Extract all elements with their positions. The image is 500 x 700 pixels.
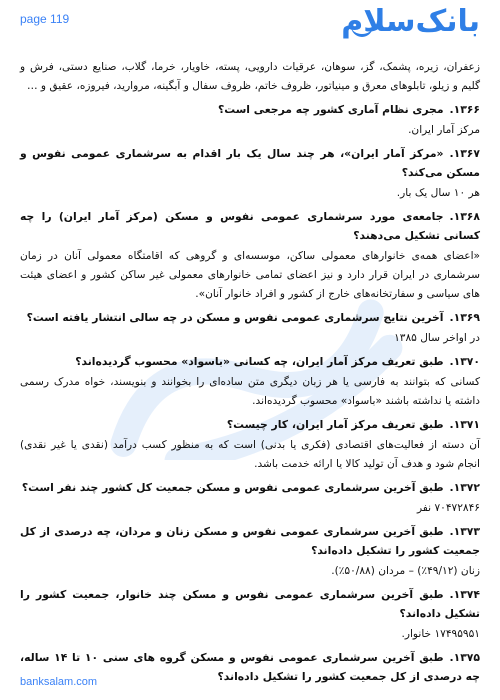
question-number: ۱۳۶۹. — [449, 311, 480, 324]
question — [20, 207, 480, 245]
qa-list — [20, 100, 480, 686]
question — [20, 522, 480, 560]
question — [20, 308, 480, 327]
question-text: طبق تعریف مرکز آمار ایران، چه کسانی «باسواد» محسوب گردیده‌اند؟ — [75, 355, 444, 368]
answer-text: «اعضای همه‌ی خانوارهای معمولی ساکن، موسسه‌ای و گروهی که اقامتگاه معمولی آنان در زمان سرشماری در ایران قرار دارد و نیز اعضای تمامی خانوارهای معمولی غیر ساکن کشور و اعضای هیئت های سیاسی و سفارتخانه‌های خارج از کشور و افراد خانوار آنان». — [20, 250, 480, 300]
answer-text: هر ۱۰ سال یک بار. — [396, 187, 480, 199]
question — [20, 352, 480, 371]
intro-paragraph: زعفران، زیره، پشمک، گز، سوهان، عرقیات دارویی، پسته، خاویار، خرما، گلاب، صنایع دستی، فرش و گلیم و زیلو، تابلوهای معرق و مینیاتور، ظروف خاتم، ظروف سفال و آبگینه، مروارید، فیروزه، عقیق و … — [20, 61, 480, 92]
question-number: ۱۳۶۶. — [449, 103, 480, 116]
question-number: ۱۳۶۷. — [449, 147, 480, 160]
question-number: ۱۳۶۸. — [449, 210, 480, 223]
page-number: page 119 — [20, 12, 70, 26]
question-text: جامعه‌ی مورد سرشماری عمومی نفوس و مسکن (مرکز آمار ایران) را چه کسانی تشکیل می‌دهند؟ — [20, 210, 480, 242]
question-text: آخرین نتایج سرشماری عمومی نفوس و مسکن در چه سالی انتشار یافته است؟ — [26, 311, 444, 324]
question-number: ۱۳۷۱. — [449, 418, 480, 431]
question-number: ۱۳۷۴. — [449, 588, 480, 601]
question-text: طبق آخرین سرشماری عمومی نفوس و مسکن چند خانوار، جمعیت کشور را تشکیل داده‌اند؟ — [20, 588, 480, 620]
question-number: ۱۳۷۲. — [449, 481, 480, 494]
question-text: طبق تعریف مرکز آمار ایران، کار چیست؟ — [226, 418, 444, 431]
question-text: طبق آخرین سرشماری عمومی نفوس و مسکن گروه های سنی ۱۰ تا ۱۴ ساله، چه درصدی از کل جمعیت کشور را تشکیل داده‌اند؟ — [20, 651, 480, 683]
question — [20, 585, 480, 623]
brand-logo — [341, 4, 480, 39]
answer-text: ۱۷۴۹۵۹۵۱ خانوار. — [401, 628, 480, 640]
question-number: ۱۳۷۳. — [449, 525, 480, 538]
answer-text: زنان (۴۹/۱۲٪) – مردان (۵۰/۸۸٪). — [331, 565, 480, 577]
answer-text: ۷۰۴۷۲۸۴۶ نفر — [416, 502, 480, 514]
question — [20, 100, 480, 119]
question — [20, 478, 480, 497]
question-text: طبق آخرین سرشماری عمومی نفوس و مسکن جمعیت کل کشور چند نفر است؟ — [21, 481, 444, 494]
question-text: «مرکز آمار ایران»، هر چند سال یک بار اقدام به سرشماری عمومی نفوس و مسکن می‌کند؟ — [20, 147, 480, 179]
question-text: مجری نظام آماری کشور چه مرجعی است؟ — [218, 103, 444, 116]
question — [20, 144, 480, 182]
brand-name: بانک‌سلام — [341, 4, 480, 39]
question-text: طبق آخرین سرشماری عمومی نفوس و مسکن زنان و مردان، چه درصدی از کل جمعیت کشور را تشکیل داده‌اند؟ — [20, 525, 480, 557]
answer-text: مرکز آمار ایران. — [408, 124, 480, 136]
answer-text: آن دسته از فعالیت‌های اقتصادی (فکری یا بدنی) است که به منظور کسب درآمد (نقدی یا غیر نقدی) انجام شود و هدف آن تولید کالا یا ارائه خدمت باشد. — [20, 439, 480, 470]
footer-site: banksalam.com — [20, 676, 98, 688]
answer-text: کسانی که بتوانند به فارسی یا هر زبان دیگری متن ساده‌ای را بخوانند و بنویسند، خواه مدرک رسمی داشته یا نداشته باشند «باسواد» محسوب گردیده‌اند. — [20, 376, 480, 407]
question-number: ۱۳۷۵. — [449, 651, 480, 664]
answer-text: در اواخر سال ۱۳۸۵ — [394, 332, 480, 344]
question-number: ۱۳۷۰. — [449, 355, 480, 368]
document-body — [20, 58, 480, 686]
question — [20, 415, 480, 434]
